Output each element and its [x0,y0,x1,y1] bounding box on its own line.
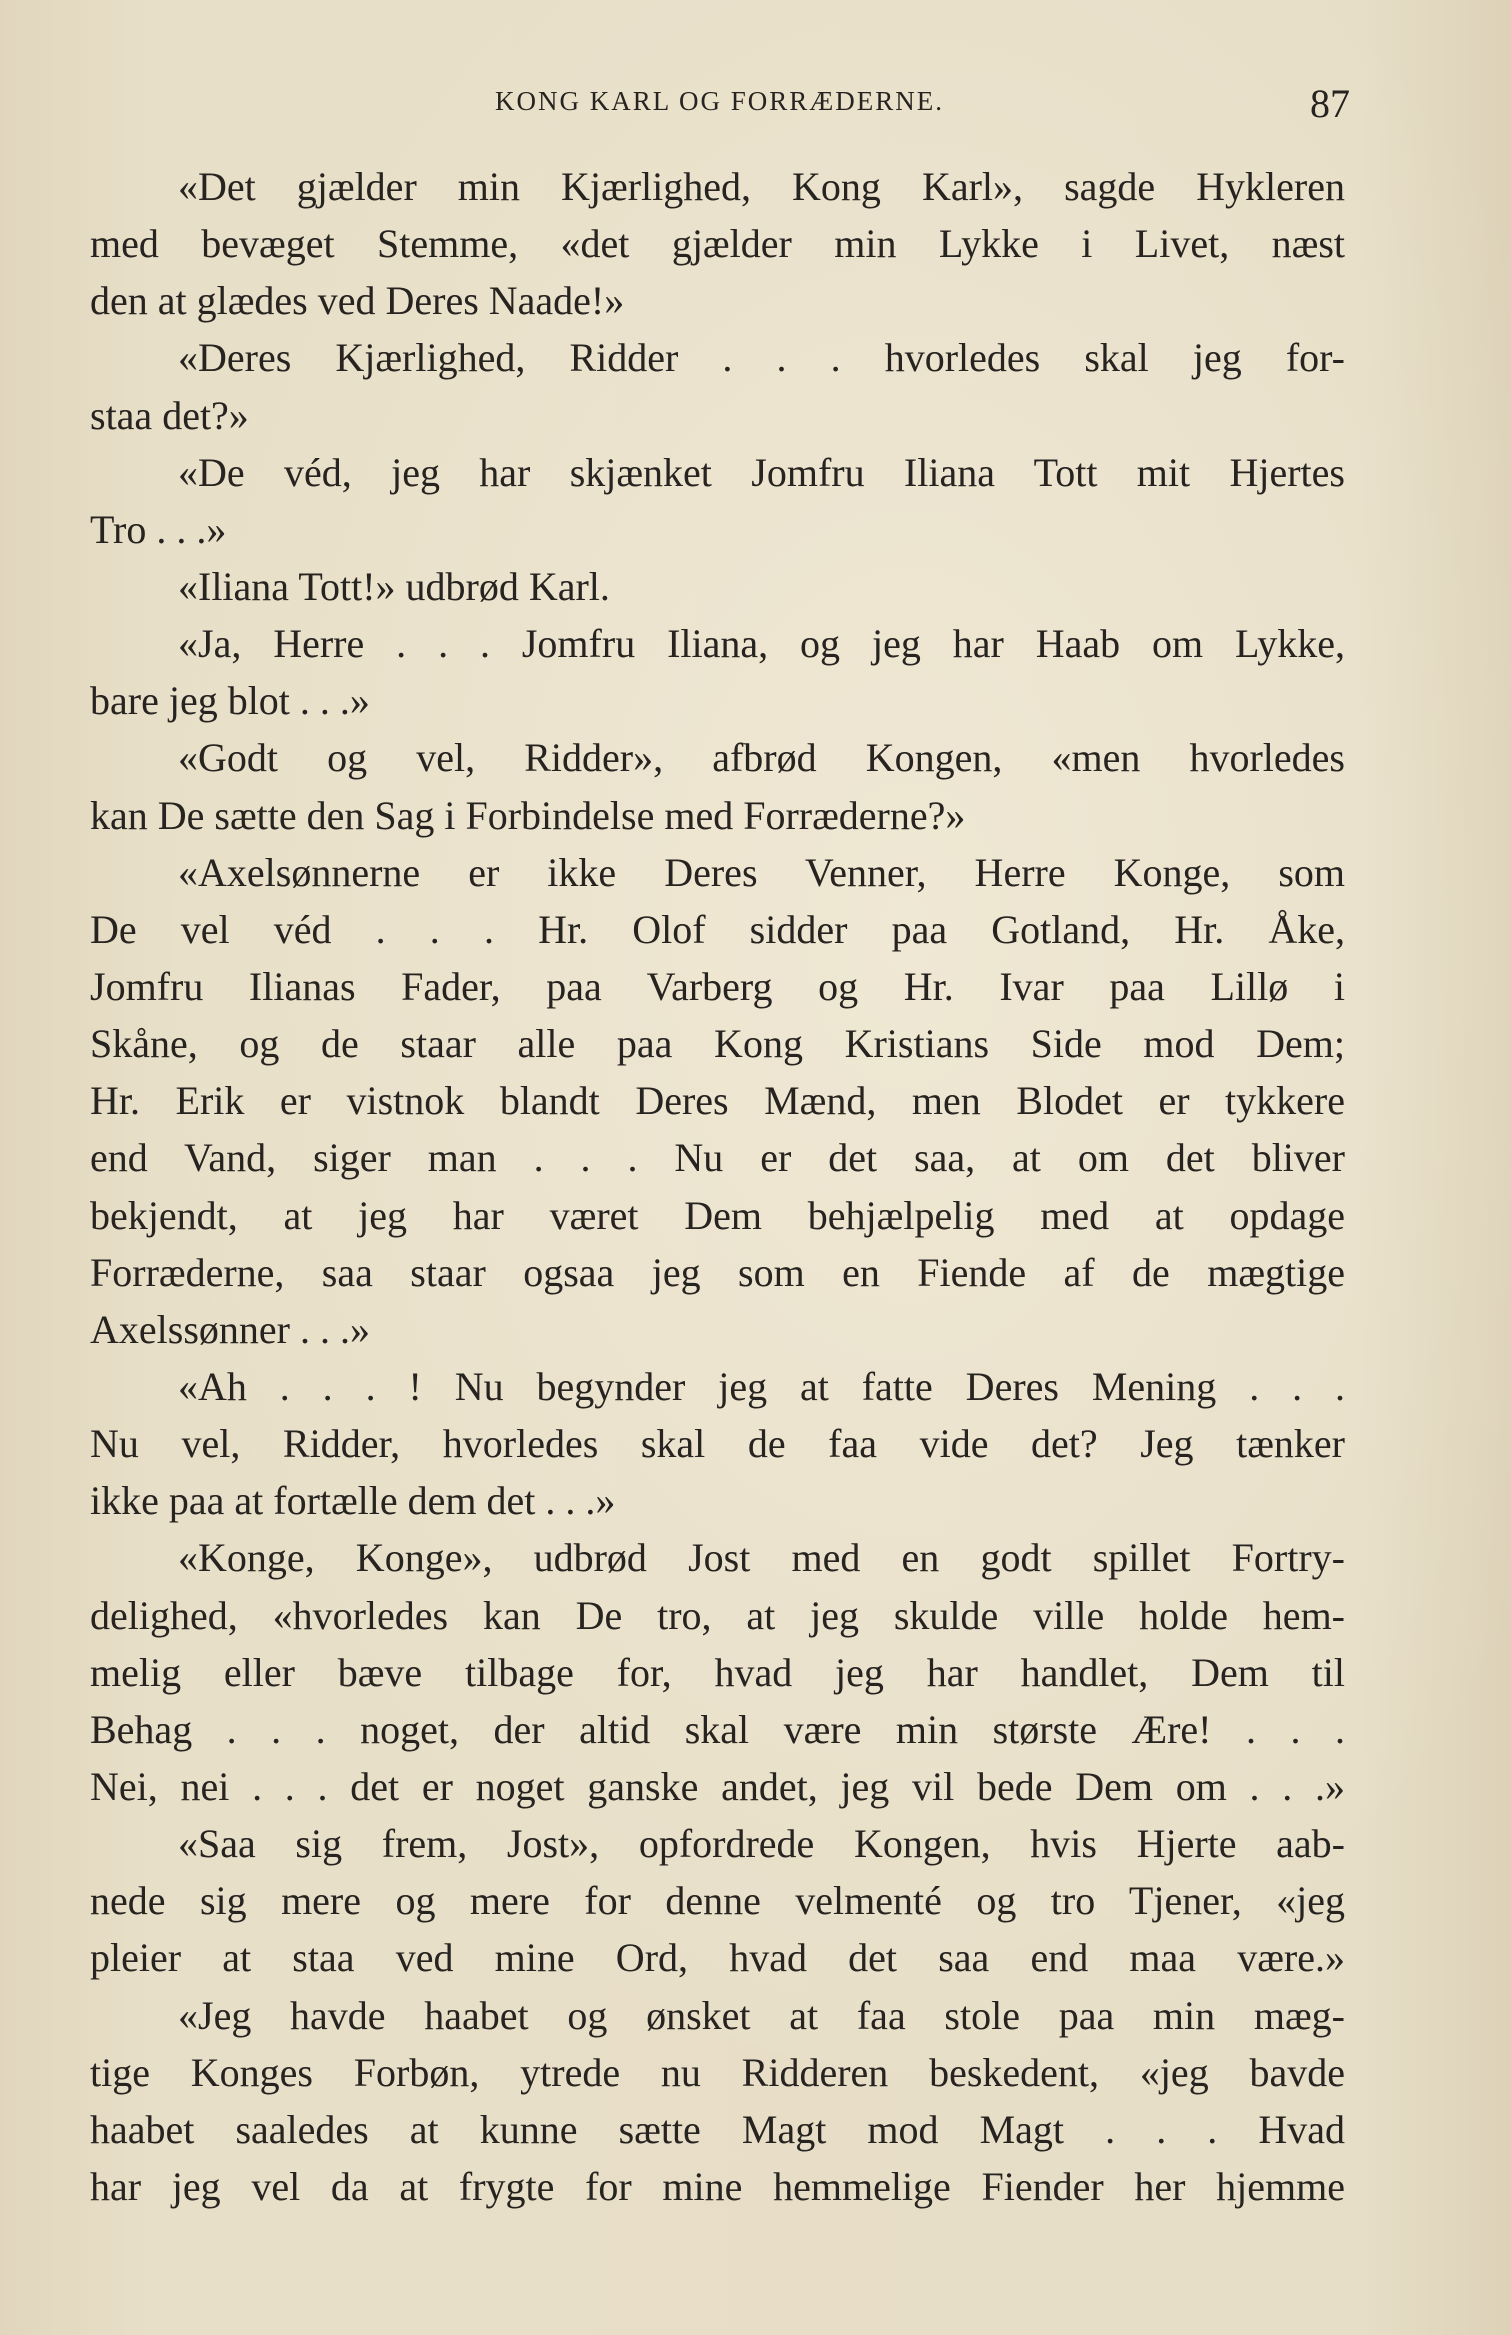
page-number: 87 [1310,81,1350,126]
text-line: Nei, nei . . . det er noget ganske andet, jeg vil bede Dem om . . .» [90,1763,1345,1809]
body-text [90,158,1345,2215]
text-line: «Konge, Konge», udbrød Jost med en godt spillet Fortry- [178,1535,1345,1581]
text-line: den at glædes ved Deres Naade!» [90,278,625,324]
running-head [90,80,1350,140]
text-line: ikke paa at fortælle dem det . . .» [90,1478,616,1524]
text-line: pleier at staa ved mine Ord, hvad det saa end maa være.» [90,1935,1345,1981]
text-line: med bevæget Stemme, «det gjælder min Lykke i Livet, næst [90,221,1345,267]
text-line: Jomfru Ilianas Fader, paa Varberg og Hr. Ivar paa Lillø i [90,963,1345,1009]
text-line: kan De sætte den Sag i Forbindelse med Forræderne?» [90,792,966,838]
text-line: «Axelsønnerne er ikke Deres Venner, Herre Konge, som [178,849,1345,895]
text-line: Tro . . .» [90,506,227,552]
text-line: «Saa sig frem, Jost», opfordrede Kongen, hvis Hjerte aab- [178,1821,1345,1867]
text-line: bare jeg blot . . .» [90,678,370,724]
text-line: «Jeg havde haabet og ønsket at faa stole paa min mæg- [178,1992,1345,2038]
text-line: bekjendt, at jeg har været Dem behjælpelig med at opdage [90,1192,1345,1238]
text-line: delighed, «hvorledes kan De tro, at jeg skulde ville holde hem- [90,1592,1345,1638]
text-line: «De véd, jeg har skjænket Jomfru Iliana Tott mit Hjertes [178,449,1345,495]
text-line: nede sig mere og mere for denne velmenté og tro Tjener, «jeg [90,1878,1345,1924]
text-line: «Ja, Herre . . . Jomfru Iliana, og jeg har Haab om Lykke, [178,621,1345,667]
text-line: tige Konges Forbøn, ytrede nu Ridderen beskedent, «jeg bavde [90,2049,1345,2095]
text-line: «Godt og vel, Ridder», afbrød Kongen, «men hvorledes [178,735,1345,781]
text-line: Nu vel, Ridder, hvorledes skal de faa vide det? Jeg tænker [90,1421,1345,1467]
text-line: Skåne, og de staar alle paa Kong Kristians Side mod Dem; [90,1021,1345,1067]
text-line: Forræderne, saa staar ogsaa jeg som en Fiende af de mægtige [90,1249,1345,1295]
text-line: staa det?» [90,392,249,438]
text-line: «Deres Kjærlighed, Ridder . . . hvorledes skal jeg for- [178,335,1345,381]
text-line: «Det gjælder min Kjærlighed, Kong Karl», sagde Hykleren [178,164,1345,209]
text-line: haabet saaledes at kunne sætte Magt mod Magt . . . Hvad [90,2106,1345,2152]
running-title: KONG KARL OG FORRÆDERNE. [495,86,945,116]
text-line: «Iliana Tott!» udbrød Karl. [178,563,610,609]
text-line: Axelssønner . . .» [90,1306,370,1352]
text-line: Hr. Erik er vistnok blandt Deres Mænd, men Blodet er tykkere [90,1078,1345,1124]
text-line: end Vand, siger man . . . Nu er det saa, at om det bliver [90,1135,1345,1181]
text-line: De vel véd . . . Hr. Olof sidder paa Gotland, Hr. Åke, [90,906,1345,952]
text-line: har jeg vel da at frygte for mine hemmelige Fiender her hjemme [90,2163,1345,2209]
text-line: melig eller bæve tilbage for, hvad jeg har handlet, Dem til [90,1649,1345,1695]
text-line: Behag . . . noget, der altid skal være min største Ære! . . . [90,1706,1345,1752]
text-line: «Ah . . . ! Nu begynder jeg at fatte Deres Mening . . . [178,1363,1345,1409]
